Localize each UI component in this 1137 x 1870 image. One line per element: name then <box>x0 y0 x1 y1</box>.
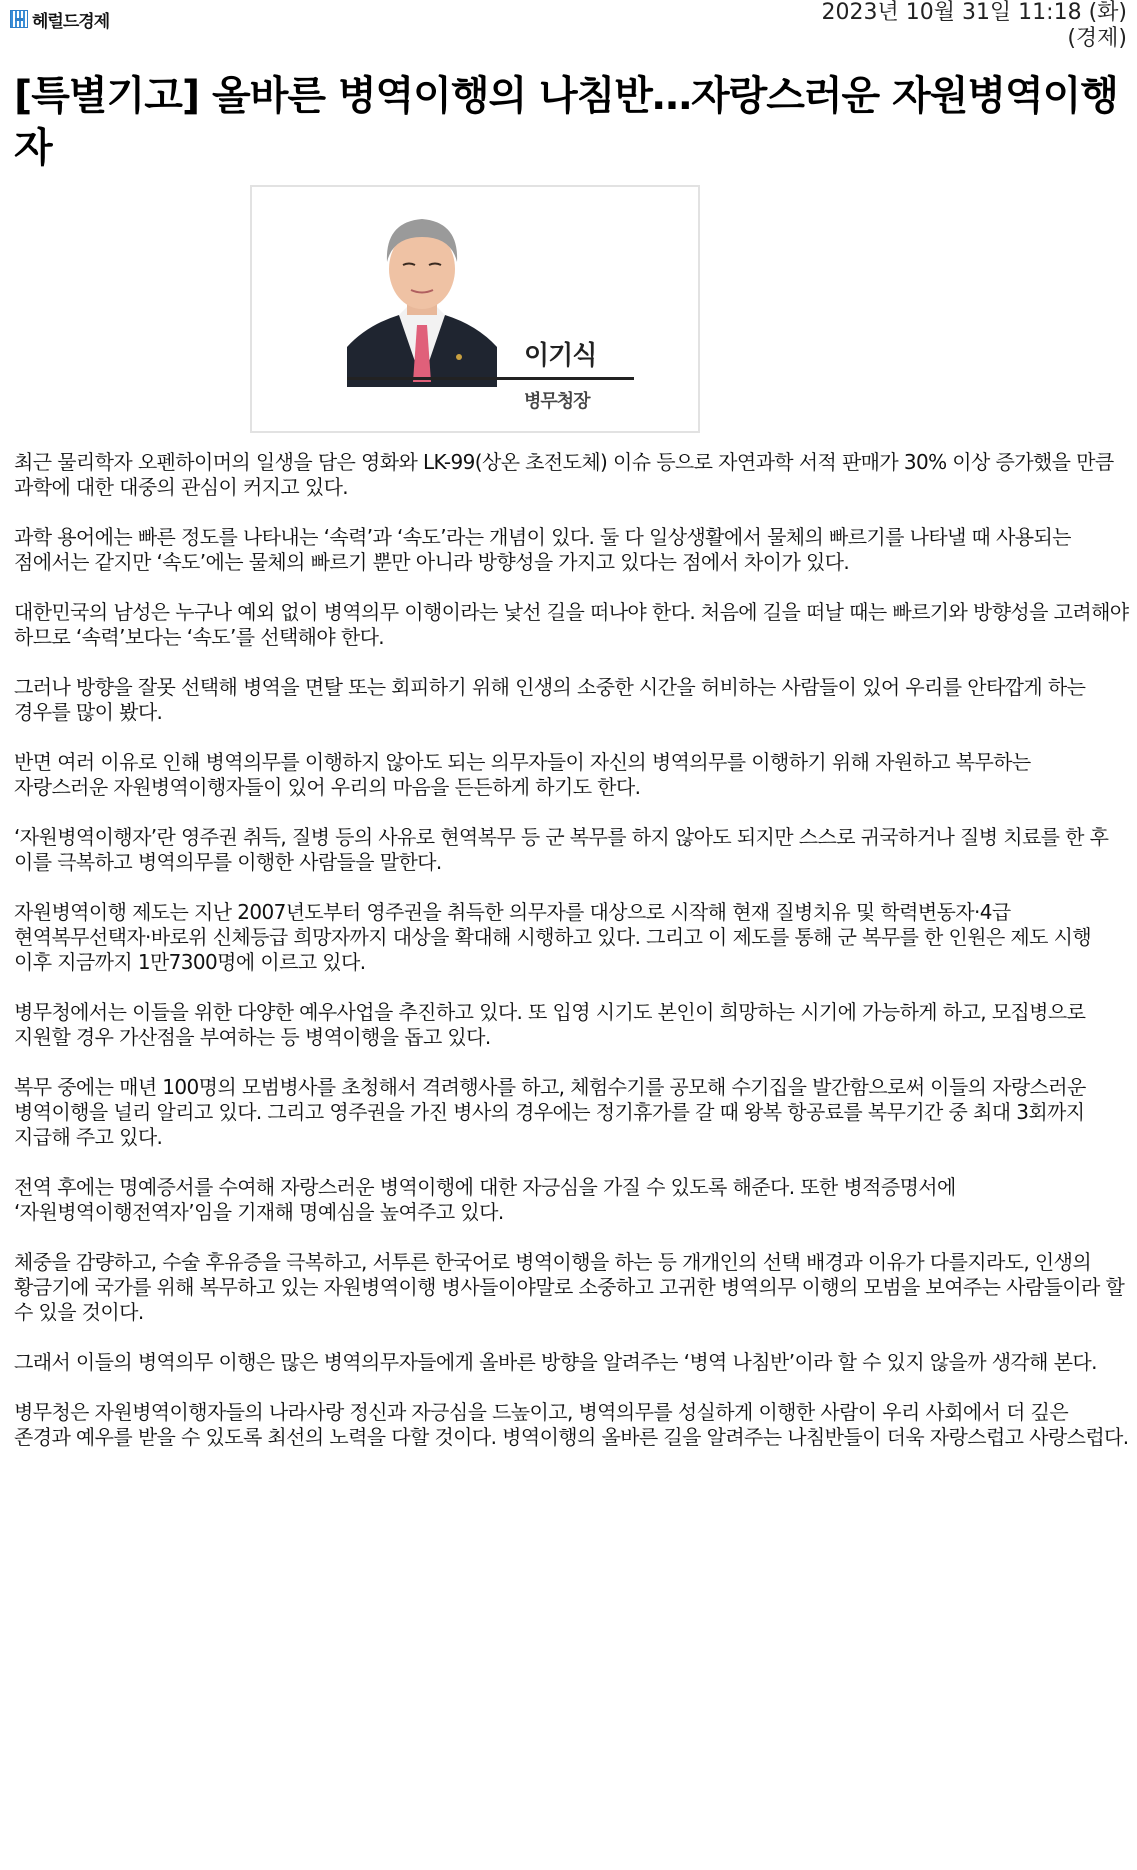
section-label: (경제) <box>1067 26 1127 51</box>
paragraph: 전역 후에는 명예증서를 수여해 자랑스러운 병역이행에 대한 자긍심을 가질 수 있도록 해준다. 또한 병적증명서에 ‘자원병역이행전역자’임을 기재해 명예심을 높여주고 있다. <box>14 1175 956 1224</box>
paragraph: 과학 용어에는 빠른 정도를 나타내는 ‘속력’과 ‘속도’라는 개념이 있다. 둘 다 일상생활에서 물체의 빠르기를 나타낼 때 사용되는 점에서는 같지만 ‘속도’에는 물체의 빠르기 뿐만 아니라 방향성을 가지고 있다는 점에서 차이가 있다. <box>14 525 1071 574</box>
paragraph: 최근 물리학자 오펜하이머의 일생을 담은 영화와 LK-99(상온 초전도체) 이슈 등으로 자연과학 서적 판매가 30% 이상 증가했을 만큼 과학에 대한 대중의 관심이 커지고 있다. <box>14 450 1114 499</box>
paragraph: 자원병역이행 제도는 지난 2007년도부터 영주권을 취득한 의무자를 대상으로 시작해 현재 질병치유 및 학력변동자·4급 현역복무선택자·바로위 신체등급 희망자까지 대상을 확대해 시행하고 있다. 그리고 이 제도를 통해 군 복무를 한 인원은 제도 시행 이후 지금까지 1만7300명에 이르고 있다. <box>14 900 1092 974</box>
publisher-name: 헤럴드경제 <box>32 11 110 32</box>
publisher-logo[interactable] <box>10 8 109 30</box>
page-header <box>0 0 1137 60</box>
herald-logo-icon <box>10 10 28 28</box>
article-title: [특별기고] 올바른 병역이행의 나침반…자랑스러운 자원병역이행자 <box>14 73 1118 171</box>
paragraph: 병무청은 자원병역이행자들의 나라사랑 정신과 자긍심을 드높이고, 병역의무를 성실하게 이행한 사람이 우리 사회에서 더 깊은 존경과 예우를 받을 수 있도록 최선의 노력을 다할 것이다. 병역이행의 올바른 길을 알려주는 나침반들이 더욱 자랑스럽고 사랑스럽다. <box>14 1400 1129 1449</box>
paragraph: ‘자원병역이행자’란 영주권 취득, 질병 등의 사유로 현역복무 등 군 복무를 하지 않아도 되지만 스스로 귀국하거나 질병 치료를 한 후 이를 극복하고 병역의무를 이행한 사람들을 말한다. <box>14 825 1109 874</box>
author-portrait-icon <box>347 207 497 387</box>
paragraph: 복무 중에는 매년 100명의 모범병사를 초청해서 격려행사를 하고, 체험수기를 공모해 수기집을 발간함으로써 이들의 자랑스러운 병역이행을 널리 알리고 있다. 그리고 영주권을 가진 병사의 경우에는 정기휴가를 갈 때 왕복 항공료를 복무기간 중 최대 3회까지 지급해 주고 있다. <box>14 1075 1086 1149</box>
byline-divider <box>347 377 634 380</box>
paragraph: 체중을 감량하고, 수술 후유증을 극복하고, 서투른 한국어로 병역이행을 하는 등 개개인의 선택 배경과 이유가 다를지라도, 인생의 황금기에 국가를 위해 복무하고 있는 자원병역이행 병사들이야말로 소중하고 고귀한 병역의무 이행의 모범을 보여주는 사람들이라 할 수 있을 것이다. <box>14 1250 1125 1324</box>
paragraph: 병무청에서는 이들을 위한 다양한 예우사업을 추진하고 있다. 또 입영 시기도 본인이 희망하는 시기에 가능하게 하고, 모집병으로 지원할 경우 가산점을 부여하는 등 병역이행을 돕고 있다. <box>14 1000 1086 1049</box>
author-photo-card <box>250 185 700 433</box>
paragraph: 반면 여러 이유로 인해 병역의무를 이행하지 않아도 되는 의무자들이 자신의 병역의무를 이행하기 위해 자원하고 복무하는 자랑스러운 자원병역이행자들이 있어 우리의 마음을 든든하게 하기도 한다. <box>14 750 1031 799</box>
paragraph: 그래서 이들의 병역의무 이행은 많은 병역의무자들에게 올바른 방향을 알려주는 ‘병역 나침반’이라 할 수 있지 않을까 생각해 본다. <box>14 1350 1097 1374</box>
article-body <box>14 450 1129 1475</box>
paragraph: 그러나 방향을 잘못 선택해 병역을 면탈 또는 회피하기 위해 인생의 소중한 시간을 허비하는 사람들이 있어 우리를 안타깝게 하는 경우를 많이 봤다. <box>14 675 1086 724</box>
author-title: 병무청장 <box>524 391 590 412</box>
paragraph: 대한민국의 남성은 누구나 예외 없이 병역의무 이행이라는 낯선 길을 떠나야 한다. 처음에 길을 떠날 때는 빠르기와 방향성을 고려해야 하므로 ‘속력’보다는 ‘속도’를 선택해야 한다. <box>14 600 1129 649</box>
dateline <box>821 0 1127 52</box>
author-name: 이기식 <box>524 341 597 371</box>
publish-date: 2023년 10월 31일 11:18 (화) <box>821 0 1127 25</box>
